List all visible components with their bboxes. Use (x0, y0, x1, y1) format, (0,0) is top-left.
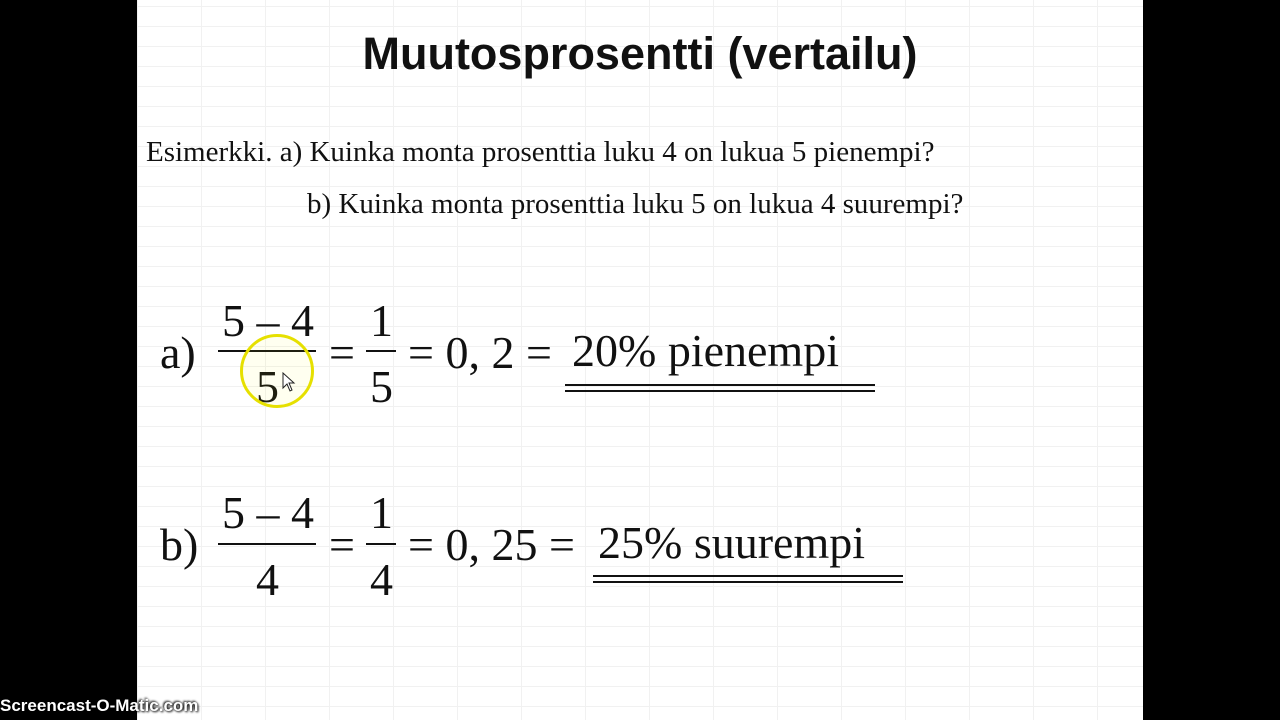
eq-b-label: b) (160, 519, 199, 570)
question-b: b) Kuinka monta prosenttia luku 5 on lukua 4 suurempi? (307, 188, 964, 220)
eq-a-label: a) (160, 327, 196, 378)
eq-a-fraction-bar-2 (366, 350, 396, 352)
eq-a-decimal: = 0, 2 = (408, 327, 552, 378)
eq-b-denominator: 4 (256, 554, 279, 605)
eq-a-underline-2 (565, 390, 875, 392)
slide-title: Muutosprosentti (vertailu) (362, 28, 918, 79)
eq-a-denominator: 5 (256, 361, 279, 412)
eq-b-equals: = (329, 519, 355, 570)
eq-b-result: 25% suurempi (598, 517, 866, 568)
eq-a-result: 20% pienempi (572, 325, 839, 376)
eq-a-numerator: 5 – 4 (222, 295, 314, 346)
eq-b-numerator: 5 – 4 (222, 487, 314, 538)
eq-b-fraction-bar (218, 543, 316, 545)
eq-b-fraction-bar-2 (366, 543, 396, 545)
cursor-highlight-ring (240, 334, 314, 412)
eq-a-denominator-2: 5 (370, 361, 393, 412)
eq-a-numerator-2: 1 (370, 295, 393, 346)
eq-a-equals: = (329, 327, 355, 378)
screencast-watermark: Screencast-O-Matic.com (0, 696, 199, 715)
eq-b-numerator-2: 1 (370, 487, 393, 538)
eq-a-underline-1 (565, 384, 875, 386)
eq-b-denominator-2: 4 (370, 554, 393, 605)
question-a: Esimerkki. a) Kuinka monta prosenttia luku 4 on lukua 5 pienempi? (146, 136, 935, 168)
mouse-pointer-icon (282, 372, 296, 392)
eq-b-decimal: = 0, 25 = (408, 519, 575, 570)
eq-b-underline-1 (593, 575, 903, 577)
eq-b-underline-2 (593, 581, 903, 583)
